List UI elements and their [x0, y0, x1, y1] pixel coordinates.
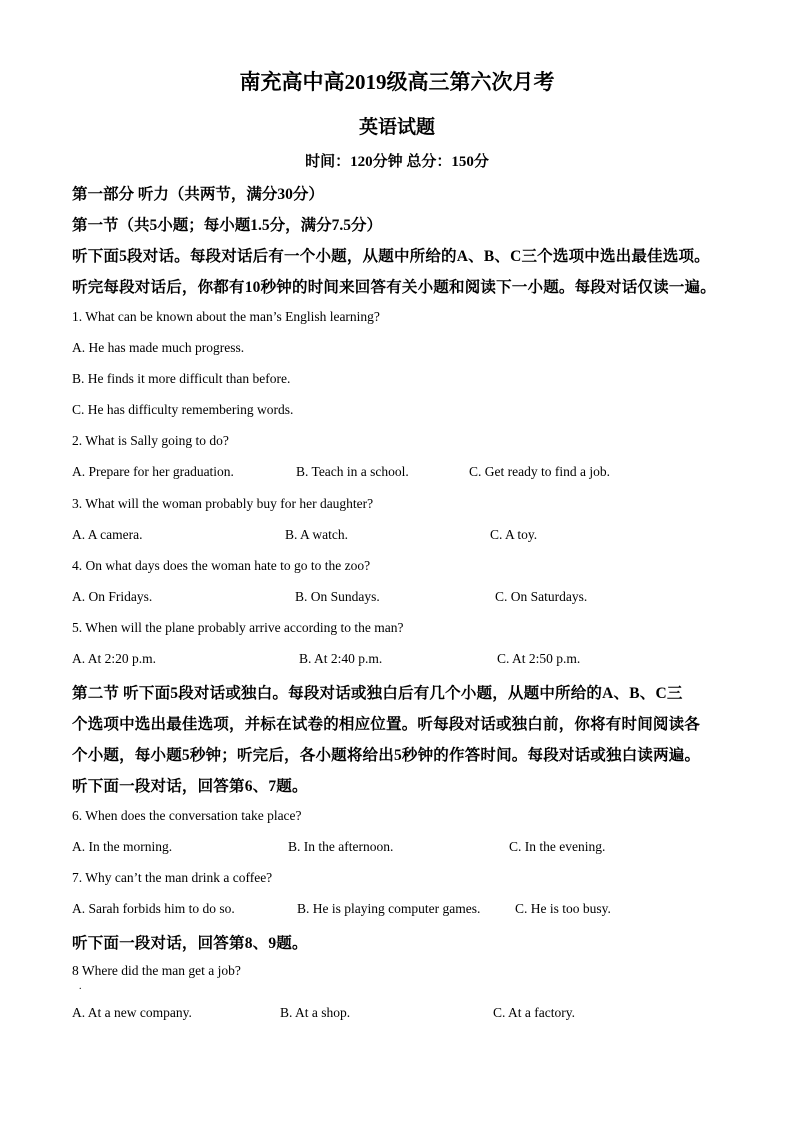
answer-option: B. On Sundays. — [295, 589, 380, 604]
question-stem: 6. When does the conversation take place? — [72, 808, 302, 823]
group-header: 听下面一段对话，回答第6、7题。 — [72, 778, 308, 795]
answer-option: C. At a factory. — [493, 1005, 575, 1020]
part1-heading: 第一部分 听力（共两节，满分30分） — [72, 186, 324, 203]
answer-option: B. He finds it more difficult than before. — [72, 371, 291, 386]
answer-option: A. A camera. — [72, 527, 143, 542]
answer-option: C. A toy. — [490, 527, 538, 542]
section2-instruction-line: 个选项中选出最佳选项，并标在试卷的相应位置。听每段对话或独白前，你将有时间阅读各 — [72, 716, 701, 733]
answer-option: B. A watch. — [285, 527, 348, 542]
answer-option: C. He is too busy. — [515, 901, 611, 916]
answer-option: B. He is playing computer games. — [297, 901, 481, 916]
answer-option: A. At a new company. — [72, 1005, 192, 1020]
question-stem: 5. When will the plane probably arrive according to the man? — [72, 620, 404, 635]
section2-instruction-line: 个小题，每小题5秒钟；听完后，各小题将给出5秒钟的作答时间。每段对话或独白读两遍。 — [72, 747, 701, 764]
question-stem: 1. What can be known about the man’s English learning? — [72, 309, 380, 324]
answer-option: C. He has difficulty remembering words. — [72, 402, 294, 417]
question-stem: 4. On what days does the woman hate to go to the zoo? — [72, 558, 371, 573]
group-header: 听下面一段对话，回答第8、9题。 — [72, 935, 308, 952]
stray-mark: . — [79, 981, 82, 992]
answer-option: A. He has made much progress. — [72, 340, 245, 355]
section2-instruction-line: 第二节 听下面5段对话或独白。每段对话或独白后有几个小题，从题中所给的A、B、C三 — [72, 685, 683, 702]
answer-option: C. At 2:50 p.m. — [497, 651, 581, 666]
answer-option: B. At 2:40 p.m. — [299, 651, 383, 666]
answer-option: B. At a shop. — [280, 1005, 351, 1020]
question-stem: 3. What will the woman probably buy for her daughter? — [72, 496, 374, 511]
exam-meta: 时间：120分钟 总分：150分 — [305, 154, 489, 170]
answer-option: C. On Saturdays. — [495, 589, 588, 604]
exam-subtitle: 英语试题 — [358, 117, 435, 138]
answer-option: A. In the morning. — [72, 839, 173, 854]
question-stem: 2. What is Sally going to do? — [72, 433, 229, 448]
question-stem: 7. Why can’t the man drink a coffee? — [72, 870, 273, 885]
exam-title: 南充高中高2019级高三第六次月考 — [239, 70, 555, 94]
answer-option: B. Teach in a school. — [296, 464, 409, 479]
section1-instruction-line: 听完每段对话后，你都有10秒钟的时间来回答有关小题和阅读下一小题。每段对话仅读一遍。 — [72, 279, 716, 296]
answer-option: A. At 2:20 p.m. — [72, 651, 157, 666]
answer-option: C. In the evening. — [509, 839, 606, 854]
answer-option: A. On Fridays. — [72, 589, 153, 604]
question-stem: 8 Where did the man get a job? — [72, 963, 241, 978]
answer-option: A. Prepare for her graduation. — [72, 464, 234, 479]
section1-instruction-line: 听下面5段对话。每段对话后有一个小题，从题中所给的A、B、C三个选项中选出最佳选项。 — [72, 248, 710, 265]
answer-option: A. Sarah forbids him to do so. — [72, 901, 235, 916]
answer-option: B. In the afternoon. — [288, 839, 394, 854]
section1-heading: 第一节（共5小题；每小题1.5分，满分7.5分） — [72, 217, 383, 234]
answer-option: C. Get ready to find a job. — [469, 464, 610, 479]
